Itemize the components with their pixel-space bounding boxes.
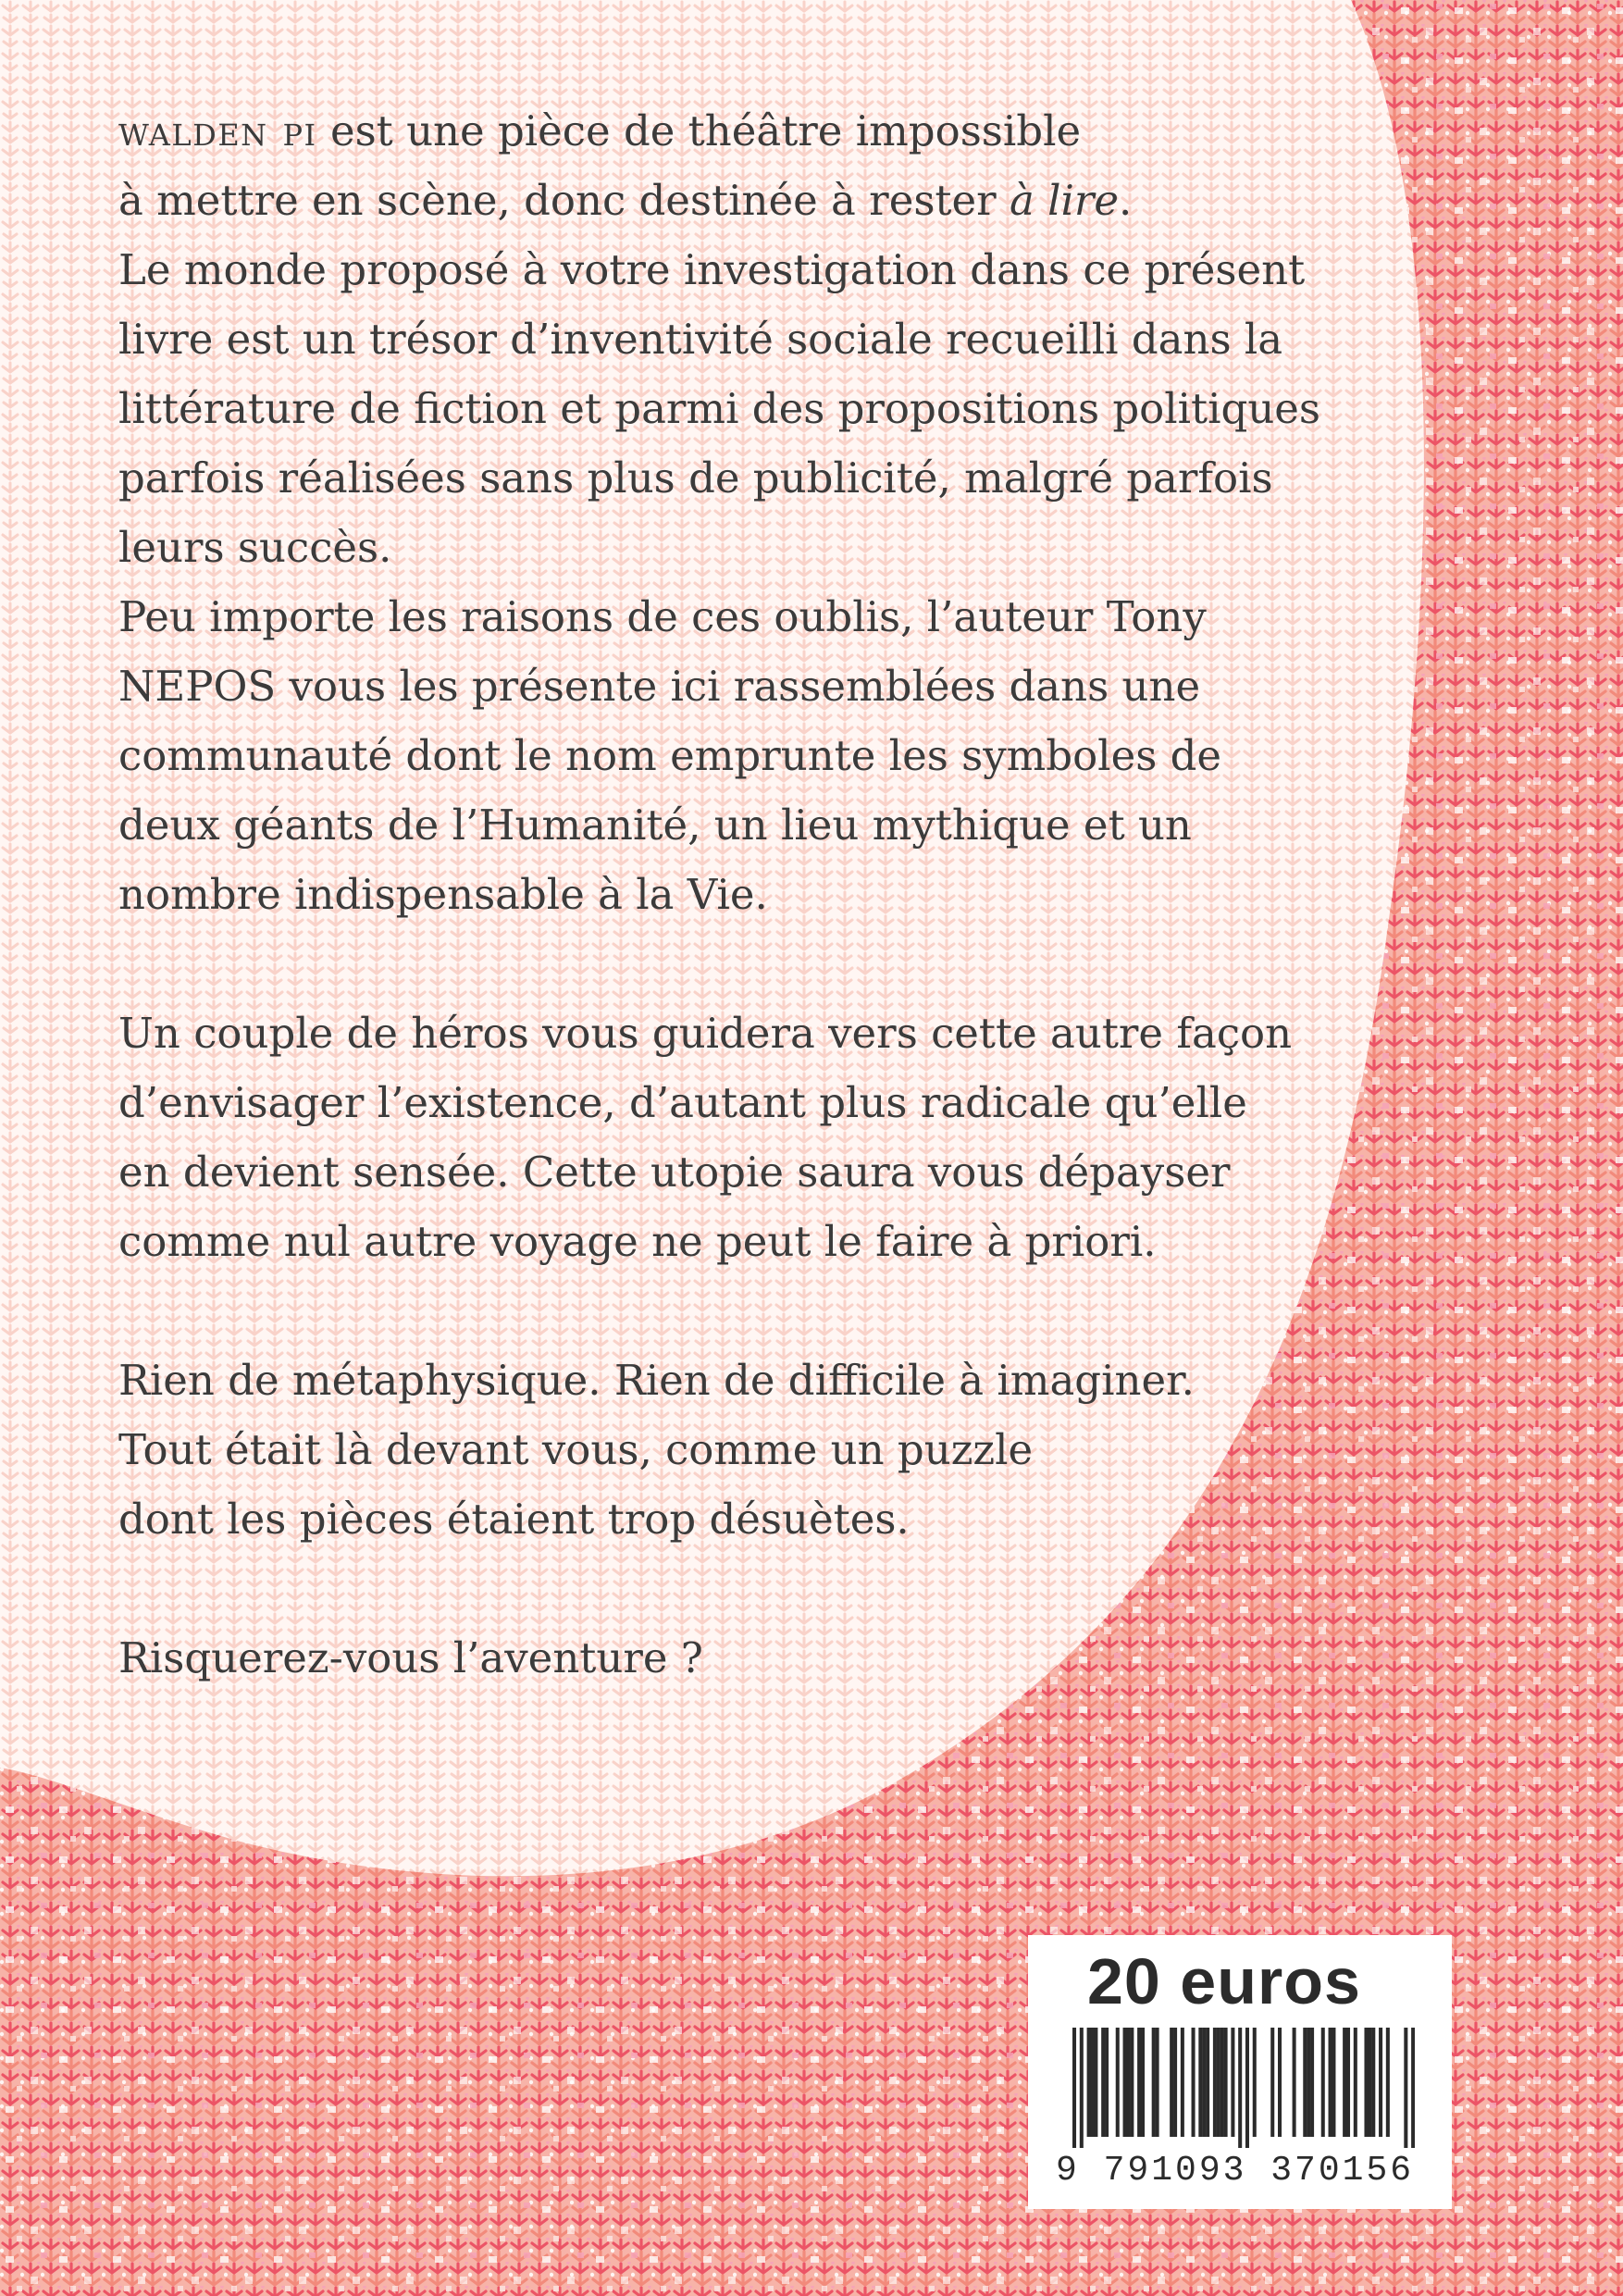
blurb-line: Peu importe les raisons de ces oublis, l’auteur Tony: [118, 592, 1207, 641]
barcode-bar: [1253, 2028, 1257, 2137]
barcode-bar: [1181, 2028, 1184, 2137]
barcode-bar: [1094, 2028, 1097, 2137]
blurb-text: à mettre en scène, donc destinée à rester: [118, 176, 1010, 225]
barcode-bar: [1105, 2028, 1109, 2137]
blurb-line: dont les pièces étaient trop désuètes.: [118, 1495, 910, 1544]
barcode-bar: [1206, 2028, 1209, 2137]
price-label: 20 euros: [1087, 1945, 1361, 2017]
blurb-line: Risquerez-vous l’aventure ?: [118, 1633, 703, 1682]
barcode-bar: [1202, 2028, 1206, 2137]
paragraph-gap: [118, 929, 1395, 999]
barcode-bar: [1343, 2028, 1346, 2137]
blurb-line: livre est un trésor d’inventivité sociale recueilli dans la: [118, 315, 1283, 364]
barcode-bar: [1130, 2028, 1134, 2137]
barcode-bar: [1152, 2028, 1156, 2137]
blurb-line: comme nul autre voyage ne peut le faire à priori.: [118, 1217, 1157, 1266]
barcode-bar: [1346, 2028, 1350, 2137]
barcode-bar: [1080, 2028, 1084, 2148]
price-barcode-label: [1028, 1935, 1452, 2209]
barcode-bar: [1173, 2028, 1177, 2137]
blurb-line: Tout était là devant vous, comme un puzzle: [118, 1425, 1034, 1474]
barcode-bar: [1379, 2028, 1382, 2137]
barcode-bar: [1156, 2028, 1159, 2137]
blurb-line: communauté dont le nom emprunte les symboles de: [118, 731, 1222, 780]
barcode-bar: [1371, 2028, 1375, 2137]
back-cover-blurb: [118, 96, 1395, 1693]
blurb-line: deux géants de l’Humanité, un lieu mythique et un: [118, 800, 1192, 850]
barcode-bar: [1293, 2028, 1296, 2137]
blurb-line: NEPOS vous les présente ici rassemblées dans une: [118, 662, 1201, 711]
barcode-bar: [1307, 2028, 1310, 2137]
blurb-text: .: [1119, 176, 1133, 225]
barcode-bar: [1116, 2028, 1120, 2137]
barcode-bar: [1368, 2028, 1371, 2137]
barcode-bar: [1411, 2028, 1415, 2148]
barcode-bar: [1386, 2028, 1390, 2137]
barcode-bar: [1321, 2028, 1325, 2137]
barcode-bar: [1141, 2028, 1145, 2137]
barcode-bar: [1220, 2028, 1224, 2137]
barcode-bar: [1213, 2028, 1217, 2137]
barcode-bar: [1123, 2028, 1127, 2137]
paragraph-gap: [118, 1554, 1395, 1623]
barcode-bar: [1090, 2028, 1094, 2137]
barcode-bar: [1329, 2028, 1332, 2137]
blurb-line: leurs succès.: [118, 523, 392, 572]
blurb-line: Rien de métaphysique. Rien de difficile à imaginer.: [118, 1356, 1195, 1405]
barcode-bar: [1245, 2028, 1249, 2148]
barcode-bar: [1238, 2028, 1242, 2148]
barcode-bar: [1364, 2028, 1368, 2137]
blurb-line: Le monde proposé à votre investigation dans ce présent: [118, 245, 1306, 294]
barcode-bar: [1198, 2028, 1202, 2137]
barcode-bar: [1072, 2028, 1076, 2148]
blurb-text: est une pièce de théâtre impossible: [316, 106, 1082, 155]
italic-emphasis: à lire: [1009, 176, 1120, 225]
barcode-bar: [1303, 2028, 1307, 2137]
barcode-bar: [1224, 2028, 1228, 2137]
barcode-bar: [1310, 2028, 1314, 2137]
blurb-line: nombre indispensable à la Vie.: [118, 870, 768, 919]
barcode-icon: [1072, 2028, 1415, 2148]
barcode-bar: [1170, 2028, 1173, 2137]
blurb-line: Un couple de héros vous guidera vers cette autre façon: [118, 1009, 1293, 1058]
isbn-number: 9 791093 370156: [1056, 2151, 1415, 2191]
barcode-bar: [1332, 2028, 1335, 2137]
barcode-bar: [1137, 2028, 1141, 2137]
blurb-line: d’envisager l’existence, d’autant plus radicale qu’elle: [118, 1078, 1247, 1127]
barcode-bar: [1270, 2028, 1274, 2137]
blurb-line: [118, 96, 1395, 166]
barcode-bar: [1192, 2028, 1196, 2137]
barcode-bar: [1087, 2028, 1091, 2137]
blurb-line: parfois réalisées sans plus de publicité, malgré parfois: [118, 453, 1273, 503]
blurb-line: [118, 166, 1395, 235]
blurb-line: littérature de fiction et parmi des propositions politiques: [118, 384, 1321, 433]
barcode-bar: [1101, 2028, 1105, 2137]
barcode-bar: [1217, 2028, 1220, 2137]
barcode-bar: [1126, 2028, 1130, 2137]
barcode-bar: [1404, 2028, 1407, 2148]
barcode-bar: [1231, 2028, 1234, 2137]
book-title-smallcaps: walden pi: [118, 106, 317, 155]
barcode-bar: [1354, 2028, 1357, 2137]
paragraph-gap: [118, 1276, 1395, 1346]
barcode-bar: [1278, 2028, 1282, 2137]
blurb-line: en devient sensée. Cette utopie saura vous dépayser: [118, 1148, 1231, 1197]
